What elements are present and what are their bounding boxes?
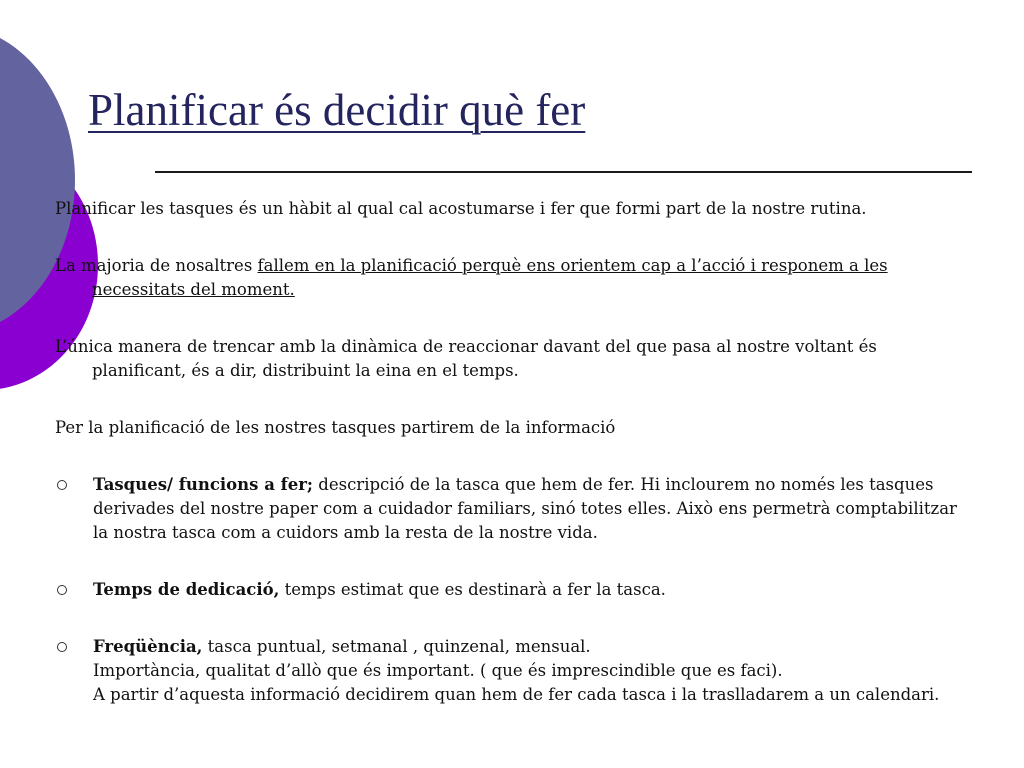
bullet-frequencia-desc: tasca puntual, setmanal , quinzenal, mensual.	[202, 637, 591, 656]
bullet-list	[55, 473, 967, 707]
hollow-circle-bullet-icon	[57, 642, 67, 652]
bullet-frequencia-label: Freqüència,	[93, 637, 203, 656]
bullet-item-tasques	[55, 473, 967, 545]
bullet-item-frequencia	[55, 635, 967, 707]
bullet-calendar-text: A partir d’aquesta informació decidirem quan hem de fer cada tasca i la traslladarem a un calendari.	[93, 685, 940, 704]
slide-title: Planificar és decidir què fer	[88, 85, 586, 135]
bullet-tasques-label: Tasques/ funcions a fer;	[93, 475, 314, 494]
hollow-circle-bullet-icon	[57, 585, 67, 595]
title-divider	[155, 171, 972, 173]
paragraph-planning-info: Per la planificació de les nostres tasques partirem de la informació	[55, 418, 616, 437]
paragraph-majority-underlined: fallem en la planificació perquè ens orientem cap a l’acció i responem a les necessitats del moment.	[92, 256, 888, 299]
bullet-tasques-text	[93, 473, 967, 545]
hollow-circle-bullet-icon	[57, 480, 67, 490]
bullet-tasques-desc: descripció de la tasca que hem de fer. Hi inclourem no només les tasques derivades del nostre paper com a cuidador familiars, sinó totes elles. Això ens permetrà comptabilitzar la nostra tasca com a cuidors amb la resta de la nostre vida.	[93, 475, 957, 542]
bullet-frequencia-text	[93, 635, 967, 659]
paragraph-majority	[55, 254, 967, 302]
slide-body	[55, 197, 967, 707]
paragraph-only-way: L’única manera de trencar amb la dinàmica de reaccionar davant del que pasa al nostre voltant és planificant, és a dir, distribuint la eina en el temps.	[55, 337, 877, 380]
bullet-importancia-text: Importància, qualitat d’allò que és important. ( que és imprescindible que es faci).	[93, 661, 783, 680]
bullet-temps-label: Temps de dedicació,	[93, 580, 280, 599]
bullet-item-temps	[55, 578, 967, 602]
bullet-temps-text	[93, 578, 967, 602]
paragraph-majority-start: La majoria de nosaltres	[55, 256, 258, 275]
paragraph-intro: Planificar les tasques és un hàbit al qual cal acostumarse i fer que formi part de la nostre rutina.	[55, 199, 867, 218]
bullet-temps-desc: temps estimat que es destinarà a fer la tasca.	[279, 580, 666, 599]
